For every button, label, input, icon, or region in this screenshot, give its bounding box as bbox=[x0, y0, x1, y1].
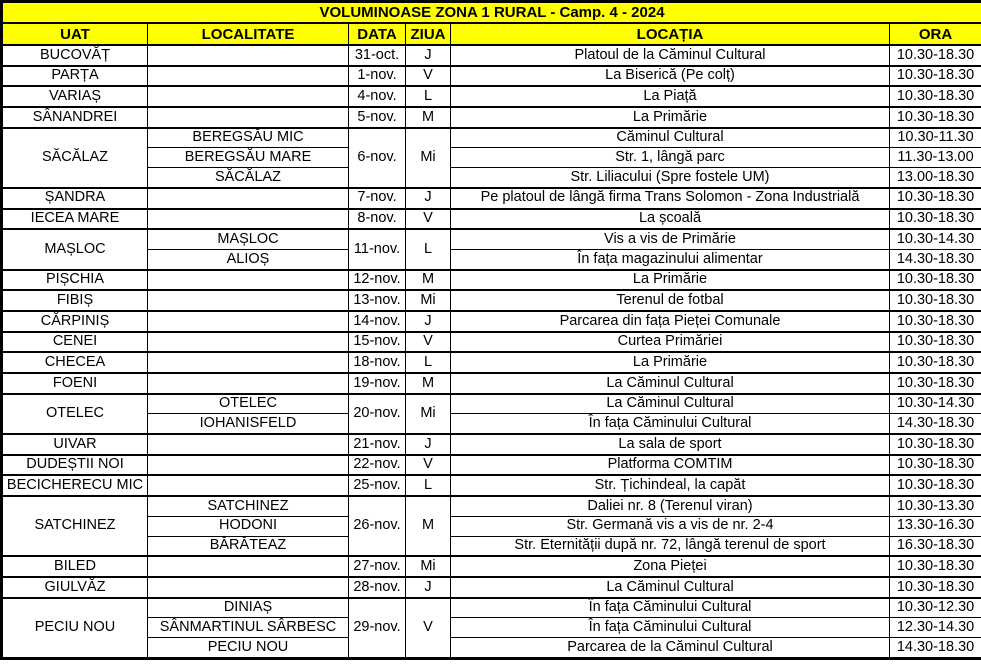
column-header-data: DATA bbox=[349, 23, 406, 45]
localitate-cell: PECIU NOU bbox=[148, 637, 349, 658]
ora-cell: 10.30-13.30 bbox=[890, 496, 981, 516]
date-cell: 19-nov. bbox=[349, 373, 406, 394]
ora-cell: 10.30-18.30 bbox=[890, 434, 981, 455]
table-row bbox=[2, 352, 981, 373]
localitate-cell bbox=[148, 107, 349, 128]
uat-cell: CHECEA bbox=[2, 352, 148, 373]
ora-cell: 10.30-18.30 bbox=[890, 86, 981, 107]
ora-cell: 10.30-18.30 bbox=[890, 270, 981, 291]
table-row bbox=[2, 496, 981, 516]
table-row bbox=[2, 373, 981, 394]
table-row bbox=[2, 270, 981, 291]
ora-cell: 10.30-18.30 bbox=[890, 373, 981, 394]
localitate-cell: BEREGSĂU MIC bbox=[148, 128, 349, 148]
ora-cell: 10.30-14.30 bbox=[890, 394, 981, 414]
ora-cell: 10.30-18.30 bbox=[890, 311, 981, 332]
localitate-cell bbox=[148, 332, 349, 353]
uat-cell: BILED bbox=[2, 556, 148, 577]
date-cell: 8-nov. bbox=[349, 209, 406, 230]
localitate-cell bbox=[148, 577, 349, 598]
table-row bbox=[2, 148, 981, 168]
ora-cell: 10.30-18.30 bbox=[890, 66, 981, 87]
localitate-cell: HODONI bbox=[148, 516, 349, 536]
ora-cell: 14.30-18.30 bbox=[890, 249, 981, 269]
locatia-cell: Str. Eternității după nr. 72, lângă terenul de sport bbox=[451, 536, 890, 556]
day-cell: V bbox=[406, 66, 451, 87]
date-cell: 26-nov. bbox=[349, 496, 406, 556]
localitate-cell bbox=[148, 373, 349, 394]
uat-cell: PARȚA bbox=[2, 66, 148, 87]
locatia-cell: La Primărie bbox=[451, 270, 890, 291]
table-row bbox=[2, 229, 981, 249]
column-header-uat: UAT bbox=[2, 23, 148, 45]
table-row bbox=[2, 556, 981, 577]
table-row bbox=[2, 414, 981, 434]
locatia-cell: La Căminul Cultural bbox=[451, 577, 890, 598]
localitate-cell: SÂNMARTINUL SÂRBESC bbox=[148, 618, 349, 638]
uat-cell: PIȘCHIA bbox=[2, 270, 148, 291]
locatia-cell: În fața Căminului Cultural bbox=[451, 414, 890, 434]
locatia-cell: Daliei nr. 8 (Terenul viran) bbox=[451, 496, 890, 516]
locatia-cell: Parcarea din fața Pieței Comunale bbox=[451, 311, 890, 332]
uat-cell: FIBIȘ bbox=[2, 290, 148, 311]
ora-cell: 14.30-18.30 bbox=[890, 637, 981, 658]
uat-cell: BUCOVĂȚ bbox=[2, 45, 148, 66]
table-row bbox=[2, 618, 981, 638]
day-cell: L bbox=[406, 229, 451, 269]
uat-cell: GIULVĂZ bbox=[2, 577, 148, 598]
ora-cell: 11.30-13.00 bbox=[890, 148, 981, 168]
table-row bbox=[2, 311, 981, 332]
locatia-cell: La Primărie bbox=[451, 352, 890, 373]
day-cell: J bbox=[406, 311, 451, 332]
date-cell: 7-nov. bbox=[349, 188, 406, 209]
uat-cell: VARIAȘ bbox=[2, 86, 148, 107]
date-cell: 18-nov. bbox=[349, 352, 406, 373]
date-cell: 25-nov. bbox=[349, 475, 406, 496]
localitate-cell: SĂCĂLAZ bbox=[148, 168, 349, 188]
day-cell: L bbox=[406, 475, 451, 496]
locatia-cell: Str. Liliacului (Spre fostele UM) bbox=[451, 168, 890, 188]
localitate-cell bbox=[148, 434, 349, 455]
uat-cell: SÂNANDREI bbox=[2, 107, 148, 128]
ora-cell: 10.30-18.30 bbox=[890, 577, 981, 598]
localitate-cell: OTELEC bbox=[148, 394, 349, 414]
column-header-ziua: ZIUA bbox=[406, 23, 451, 45]
locatia-cell: La Biserică (Pe colț) bbox=[451, 66, 890, 87]
table-row bbox=[2, 249, 981, 269]
locatia-cell: Terenul de fotbal bbox=[451, 290, 890, 311]
ora-cell: 10.30-18.30 bbox=[890, 107, 981, 128]
locatia-cell: Căminul Cultural bbox=[451, 128, 890, 148]
localitate-cell: SATCHINEZ bbox=[148, 496, 349, 516]
ora-cell: 10.30-12.30 bbox=[890, 598, 981, 618]
localitate-cell: MAȘLOC bbox=[148, 229, 349, 249]
table-row bbox=[2, 332, 981, 353]
table-row bbox=[2, 168, 981, 188]
locatia-cell: La Piață bbox=[451, 86, 890, 107]
table-row bbox=[2, 86, 981, 107]
uat-cell: CĂRPINIȘ bbox=[2, 311, 148, 332]
localitate-cell bbox=[148, 556, 349, 577]
uat-cell: DUDEȘTII NOI bbox=[2, 455, 148, 476]
localitate-cell bbox=[148, 290, 349, 311]
locatia-cell: La sala de sport bbox=[451, 434, 890, 455]
locatia-cell: La Primărie bbox=[451, 107, 890, 128]
locatia-cell: Platforma COMTIM bbox=[451, 455, 890, 476]
day-cell: L bbox=[406, 86, 451, 107]
locatia-cell: La Căminul Cultural bbox=[451, 373, 890, 394]
date-cell: 5-nov. bbox=[349, 107, 406, 128]
locatia-cell: Zona Pieței bbox=[451, 556, 890, 577]
locatia-cell: La școală bbox=[451, 209, 890, 230]
table-row bbox=[2, 66, 981, 87]
ora-cell: 10.30-18.30 bbox=[890, 475, 981, 496]
locatia-cell: La Căminul Cultural bbox=[451, 394, 890, 414]
date-cell: 14-nov. bbox=[349, 311, 406, 332]
day-cell: J bbox=[406, 434, 451, 455]
ora-cell: 12.30-14.30 bbox=[890, 618, 981, 638]
table-row bbox=[2, 394, 981, 414]
table-row bbox=[2, 577, 981, 598]
day-cell: J bbox=[406, 188, 451, 209]
date-cell: 1-nov. bbox=[349, 66, 406, 87]
uat-cell: OTELEC bbox=[2, 394, 148, 434]
uat-cell: BECICHERECU MIC bbox=[2, 475, 148, 496]
locatia-cell: Curtea Primăriei bbox=[451, 332, 890, 353]
date-cell: 12-nov. bbox=[349, 270, 406, 291]
uat-cell: SATCHINEZ bbox=[2, 496, 148, 556]
table-row bbox=[2, 598, 981, 618]
day-cell: L bbox=[406, 352, 451, 373]
localitate-cell bbox=[148, 352, 349, 373]
date-cell: 29-nov. bbox=[349, 598, 406, 659]
day-cell: Mi bbox=[406, 394, 451, 434]
day-cell: V bbox=[406, 455, 451, 476]
localitate-cell: BĂRĂTEAZ bbox=[148, 536, 349, 556]
localitate-cell: DINIAȘ bbox=[148, 598, 349, 618]
table-row bbox=[2, 637, 981, 658]
column-header-localitate: LOCALITATE bbox=[148, 23, 349, 45]
localitate-cell bbox=[148, 455, 349, 476]
date-cell: 28-nov. bbox=[349, 577, 406, 598]
day-cell: V bbox=[406, 209, 451, 230]
ora-cell: 10.30-18.30 bbox=[890, 209, 981, 230]
locatia-cell: Str. Germană vis a vis de nr. 2-4 bbox=[451, 516, 890, 536]
column-header-locatia: LOCAȚIA bbox=[451, 23, 890, 45]
uat-cell: PECIU NOU bbox=[2, 598, 148, 659]
locatia-cell: Str. Țichindeal, la capăt bbox=[451, 475, 890, 496]
ora-cell: 10.30-18.30 bbox=[890, 45, 981, 66]
ora-cell: 10.30-11.30 bbox=[890, 128, 981, 148]
localitate-cell bbox=[148, 209, 349, 230]
locatia-cell: În fața magazinului alimentar bbox=[451, 249, 890, 269]
date-cell: 6-nov. bbox=[349, 128, 406, 188]
uat-cell: FOENI bbox=[2, 373, 148, 394]
day-cell: V bbox=[406, 598, 451, 659]
table-row bbox=[2, 45, 981, 66]
ora-cell: 10.30-18.30 bbox=[890, 556, 981, 577]
localitate-cell: ALIOȘ bbox=[148, 249, 349, 269]
ora-cell: 16.30-18.30 bbox=[890, 536, 981, 556]
date-cell: 31-oct. bbox=[349, 45, 406, 66]
date-cell: 22-nov. bbox=[349, 455, 406, 476]
table-row bbox=[2, 107, 981, 128]
locatia-cell: Platoul de la Căminul Cultural bbox=[451, 45, 890, 66]
uat-cell: CENEI bbox=[2, 332, 148, 353]
day-cell: V bbox=[406, 332, 451, 353]
locatia-cell: Str. 1, lângă parc bbox=[451, 148, 890, 168]
localitate-cell bbox=[148, 270, 349, 291]
day-cell: Mi bbox=[406, 128, 451, 188]
date-cell: 21-nov. bbox=[349, 434, 406, 455]
ora-cell: 10.30-14.30 bbox=[890, 229, 981, 249]
ora-cell: 13.00-18.30 bbox=[890, 168, 981, 188]
localitate-cell bbox=[148, 66, 349, 87]
ora-cell: 14.30-18.30 bbox=[890, 414, 981, 434]
date-cell: 11-nov. bbox=[349, 229, 406, 269]
table-row bbox=[2, 188, 981, 209]
title-row bbox=[2, 2, 981, 24]
day-cell: M bbox=[406, 373, 451, 394]
table-row bbox=[2, 290, 981, 311]
ora-cell: 10.30-18.30 bbox=[890, 290, 981, 311]
ora-cell: 13.30-16.30 bbox=[890, 516, 981, 536]
localitate-cell bbox=[148, 86, 349, 107]
day-cell: J bbox=[406, 577, 451, 598]
day-cell: M bbox=[406, 107, 451, 128]
localitate-cell bbox=[148, 311, 349, 332]
date-cell: 4-nov. bbox=[349, 86, 406, 107]
uat-cell: IECEA MARE bbox=[2, 209, 148, 230]
localitate-cell bbox=[148, 45, 349, 66]
ora-cell: 10.30-18.30 bbox=[890, 455, 981, 476]
uat-cell: MAȘLOC bbox=[2, 229, 148, 269]
date-cell: 27-nov. bbox=[349, 556, 406, 577]
locatia-cell: Vis a vis de Primărie bbox=[451, 229, 890, 249]
locatia-cell: Parcarea de la Căminul Cultural bbox=[451, 637, 890, 658]
day-cell: Mi bbox=[406, 290, 451, 311]
ora-cell: 10.30-18.30 bbox=[890, 188, 981, 209]
column-header-ora: ORA bbox=[890, 23, 981, 45]
day-cell: M bbox=[406, 270, 451, 291]
date-cell: 15-nov. bbox=[349, 332, 406, 353]
table-row bbox=[2, 536, 981, 556]
locatia-cell: În fața Căminului Cultural bbox=[451, 618, 890, 638]
day-cell: Mi bbox=[406, 556, 451, 577]
day-cell: J bbox=[406, 45, 451, 66]
table-row bbox=[2, 128, 981, 148]
date-cell: 13-nov. bbox=[349, 290, 406, 311]
localitate-cell: BEREGSĂU MARE bbox=[148, 148, 349, 168]
ora-cell: 10.30-18.30 bbox=[890, 352, 981, 373]
uat-cell: SĂCĂLAZ bbox=[2, 128, 148, 188]
page-title: VOLUMINOASE ZONA 1 RURAL - Camp. 4 - 2024 bbox=[2, 2, 981, 24]
table-row bbox=[2, 434, 981, 455]
uat-cell: UIVAR bbox=[2, 434, 148, 455]
table-row bbox=[2, 209, 981, 230]
ora-cell: 10.30-18.30 bbox=[890, 332, 981, 353]
localitate-cell: IOHANISFELD bbox=[148, 414, 349, 434]
localitate-cell bbox=[148, 188, 349, 209]
day-cell: M bbox=[406, 496, 451, 556]
uat-cell: ȘANDRA bbox=[2, 188, 148, 209]
localitate-cell bbox=[148, 475, 349, 496]
date-cell: 20-nov. bbox=[349, 394, 406, 434]
column-header-row bbox=[2, 23, 981, 45]
table-row bbox=[2, 516, 981, 536]
locatia-cell: Pe platoul de lângă firma Trans Solomon - Zona Industrială bbox=[451, 188, 890, 209]
locatia-cell: În fața Căminului Cultural bbox=[451, 598, 890, 618]
table-row bbox=[2, 455, 981, 476]
table-row bbox=[2, 475, 981, 496]
